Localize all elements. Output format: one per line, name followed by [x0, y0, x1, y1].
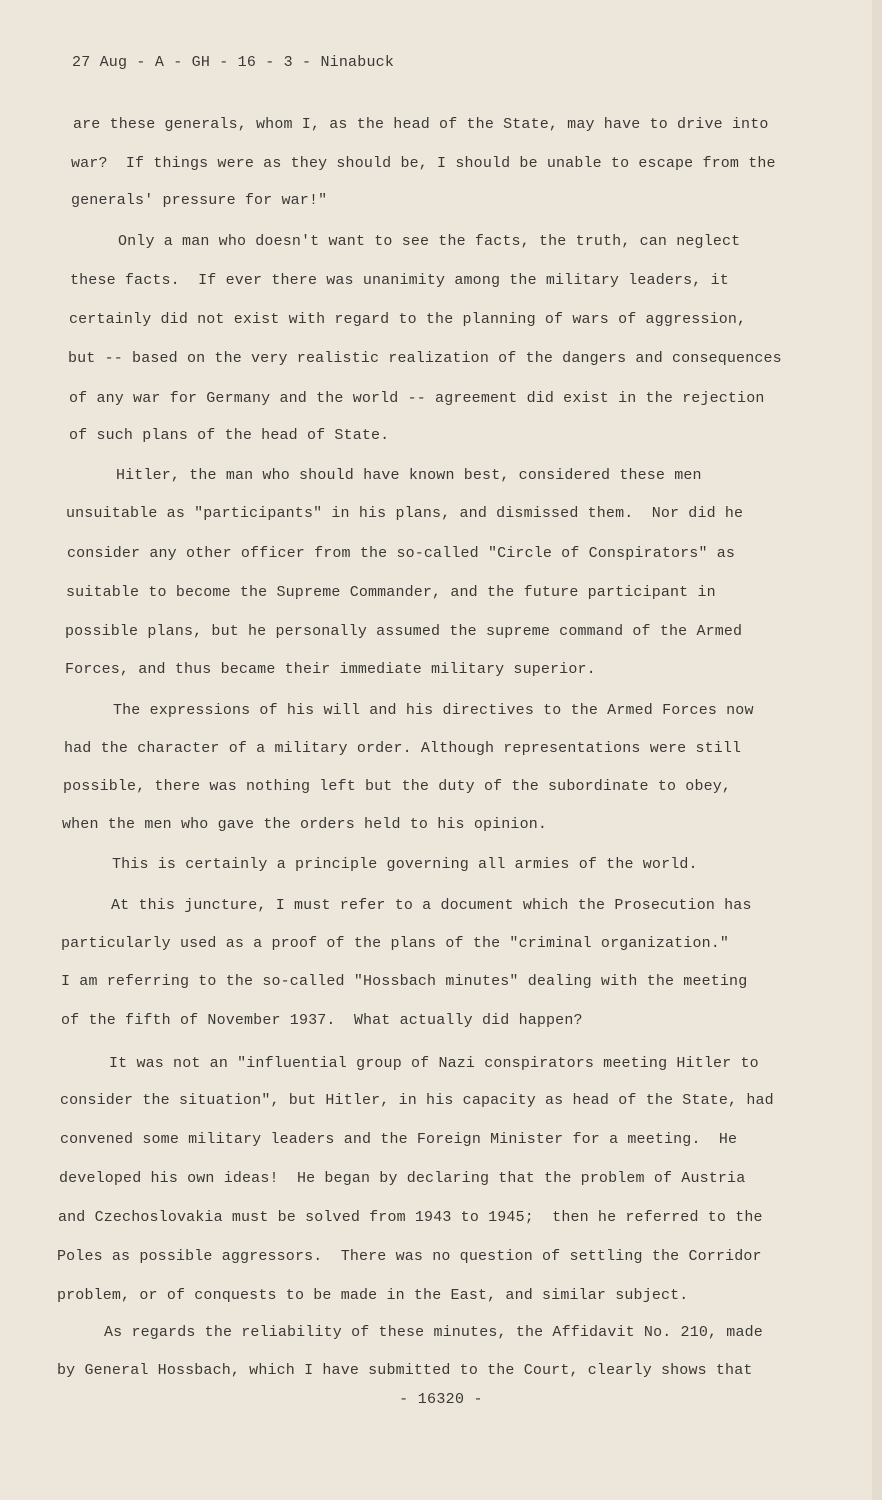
text-line: certainly did not exist with regard to the planning of wars of aggression,	[69, 311, 747, 328]
text-line: by General Hossbach, which I have submitted to the Court, clearly shows that	[57, 1362, 753, 1379]
text-line: particularly used as a proof of the plans of the "criminal organization."	[61, 935, 730, 952]
text-line: problem, or of conquests to be made in the East, and similar subject.	[57, 1287, 689, 1304]
text-line: had the character of a military order. Although representations were still	[64, 740, 742, 757]
text-line: consider any other officer from the so-called "Circle of Conspirators" as	[67, 545, 736, 562]
text-line: but -- based on the very realistic realization of the dangers and consequences	[68, 350, 782, 367]
text-line: generals' pressure for war!"	[71, 192, 328, 209]
text-line: war? If things were as they should be, I should be unable to escape from the	[71, 155, 776, 172]
text-line: unsuitable as "participants" in his plans, and dismissed them. Nor did he	[66, 505, 744, 522]
text-line: possible plans, but he personally assumed the supreme command of the Armed	[65, 623, 743, 640]
text-line: The expressions of his will and his directives to the Armed Forces now	[113, 702, 754, 719]
text-line: At this juncture, I must refer to a document which the Prosecution has	[111, 897, 752, 914]
text-line: suitable to become the Supreme Commander, and the future participant in	[66, 584, 716, 601]
text-line: Poles as possible aggressors. There was no question of settling the Corridor	[57, 1248, 762, 1265]
text-line: I am referring to the so-called "Hossbach minutes" dealing with the meeting	[61, 973, 748, 990]
page-header: 27 Aug - A - GH - 16 - 3 - Ninabuck	[72, 54, 395, 71]
text-line: possible, there was nothing left but the duty of the subordinate to obey,	[63, 778, 732, 795]
text-line: and Czechoslovakia must be solved from 1943 to 1945; then he referred to the	[58, 1209, 763, 1226]
page-edge	[872, 0, 882, 1500]
text-line: of any war for Germany and the world -- agreement did exist in the rejection	[69, 390, 765, 407]
text-line: It was not an "influential group of Nazi conspirators meeting Hitler to	[109, 1055, 759, 1072]
text-line: Hitler, the man who should have known best, considered these men	[116, 467, 702, 484]
text-line: consider the situation", but Hitler, in his capacity as head of the State, had	[60, 1092, 774, 1109]
text-line: when the men who gave the orders held to his opinion.	[62, 816, 548, 833]
page-number: - 16320 -	[399, 1391, 483, 1408]
text-line: Forces, and thus became their immediate military superior.	[65, 661, 596, 678]
text-line: developed his own ideas! He began by declaring that the problem of Austria	[59, 1170, 746, 1187]
text-line: are these generals, whom I, as the head of the State, may have to drive into	[73, 116, 769, 133]
text-line: As regards the reliability of these minutes, the Affidavit No. 210, made	[104, 1324, 763, 1341]
text-line: Only a man who doesn't want to see the facts, the truth, can neglect	[118, 233, 741, 250]
text-line: these facts. If ever there was unanimity among the military leaders, it	[70, 272, 729, 289]
text-line: convened some military leaders and the Foreign Minister for a meeting. He	[60, 1131, 738, 1148]
text-line: This is certainly a principle governing all armies of the world.	[112, 856, 698, 873]
text-line: of the fifth of November 1937. What actually did happen?	[61, 1012, 583, 1029]
text-line: of such plans of the head of State.	[69, 427, 390, 444]
